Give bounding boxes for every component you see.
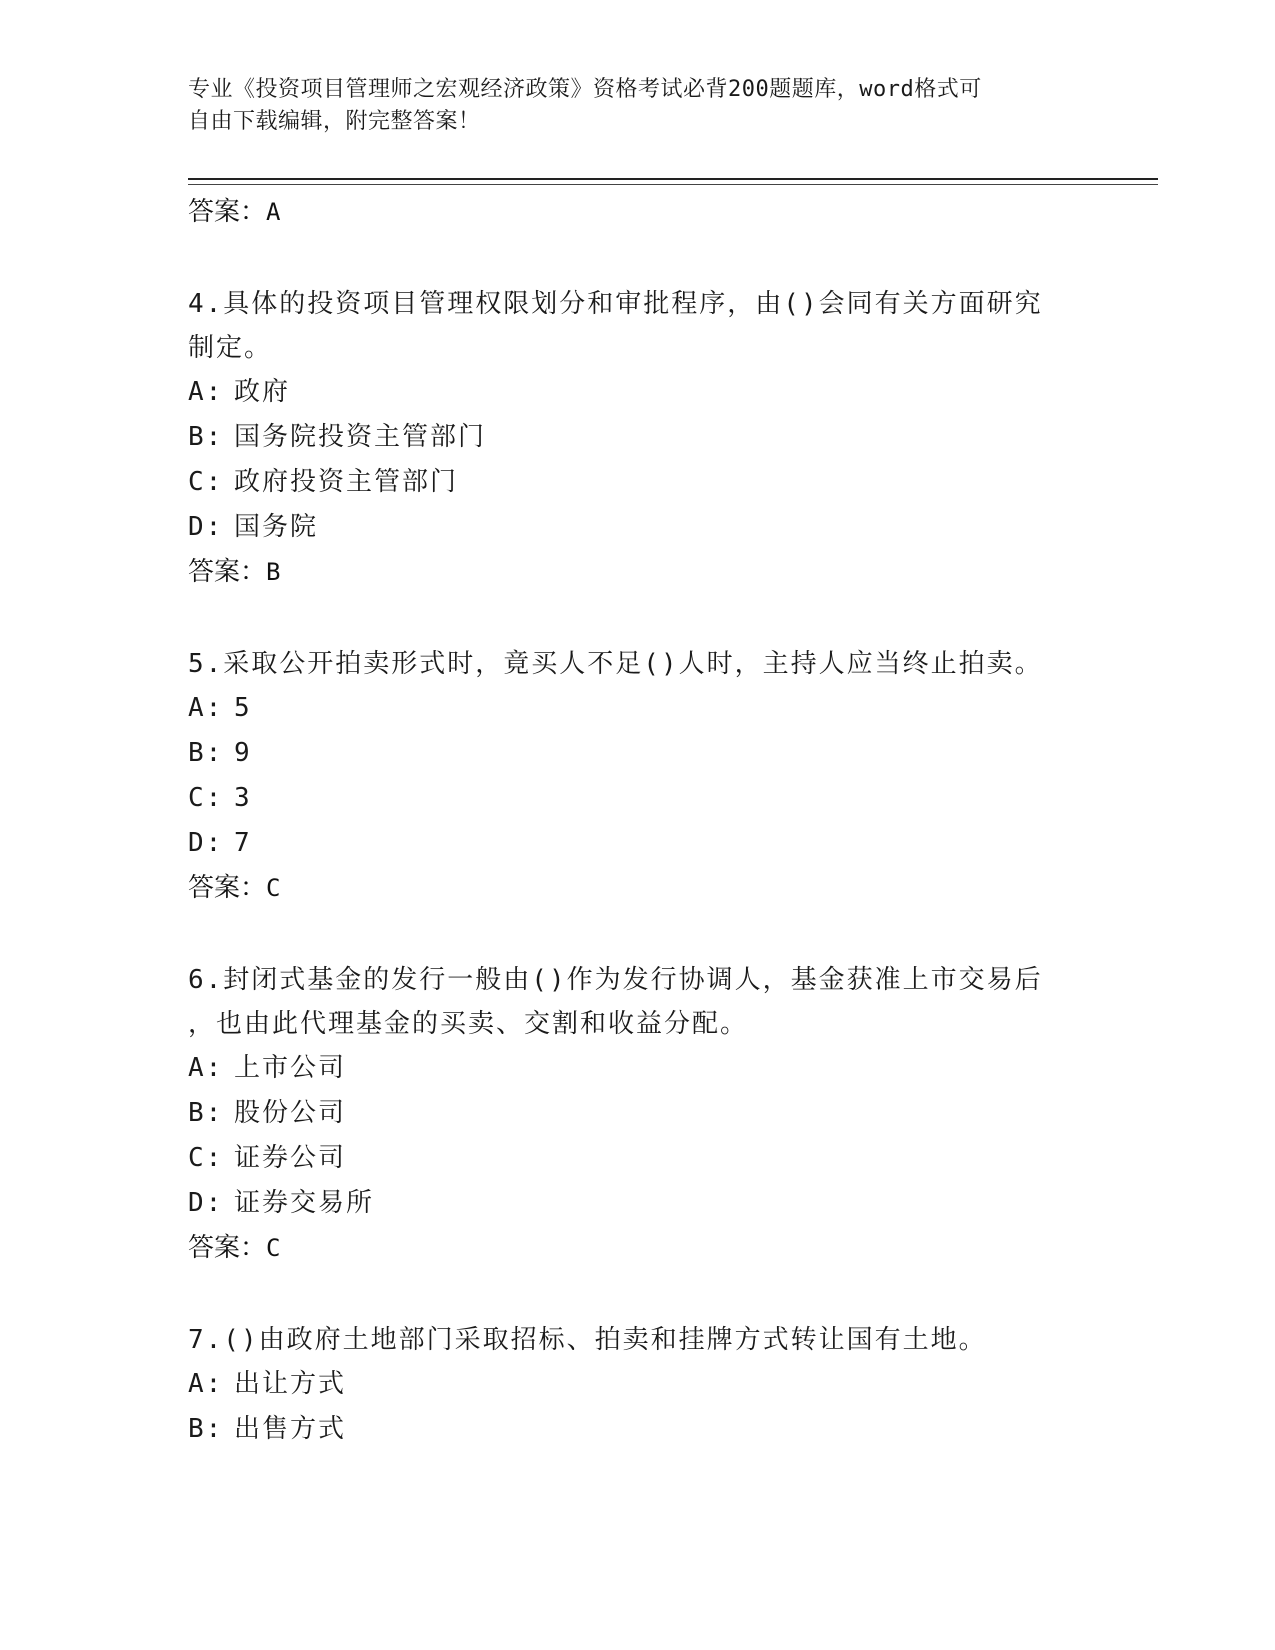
- question-text: [188, 958, 1068, 1046]
- answer-label: 答案：: [188, 873, 267, 903]
- question-gap: [188, 1270, 1088, 1318]
- option-item: [188, 1362, 1088, 1407]
- option-text: 国务院: [234, 512, 319, 542]
- option-item: [188, 1136, 1088, 1181]
- option-letter: C:: [188, 467, 224, 497]
- header-line-1: 专业《投资项目管理师之宏观经济政策》资格考试必背200题题库，word格式可: [188, 77, 982, 102]
- option-item: [188, 460, 1088, 505]
- option-letter: C:: [188, 783, 224, 813]
- answer-value: C: [266, 1234, 281, 1262]
- header-divider-thin: [188, 184, 1158, 185]
- question-line: 7.()由政府土地部门采取招标、拍卖和挂牌方式转让国有土地。: [188, 1325, 987, 1355]
- option-item: [188, 731, 1088, 776]
- answer-value: A: [266, 198, 281, 226]
- header-line-2: 自由下载编辑，附完整答案！: [188, 109, 481, 134]
- question-gap: [188, 594, 1088, 642]
- option-text: 政府投资主管部门: [234, 467, 459, 497]
- answer-value: B: [266, 558, 281, 586]
- option-item: [188, 1091, 1088, 1136]
- question-text: [188, 1318, 1068, 1362]
- option-text: 证券公司: [234, 1143, 347, 1173]
- option-letter: C:: [188, 1143, 224, 1173]
- option-item: [188, 1407, 1088, 1452]
- option-letter: D:: [188, 512, 224, 542]
- option-item: [188, 415, 1088, 460]
- answer-line: [188, 190, 1088, 234]
- question-gap: [188, 234, 1088, 282]
- option-text: 上市公司: [234, 1053, 347, 1083]
- option-letter: A:: [188, 1053, 224, 1083]
- option-letter: A:: [188, 377, 224, 407]
- answer-label: 答案：: [188, 557, 267, 587]
- option-letter: A:: [188, 693, 224, 723]
- option-item: [188, 686, 1088, 731]
- question-text: [188, 282, 1068, 370]
- answer-line: [188, 866, 1088, 910]
- option-item: [188, 370, 1088, 415]
- question-line: 4.具体的投资项目管理权限划分和审批程序，由()会同有关方面研究: [188, 289, 1043, 319]
- question-line: 6.封闭式基金的发行一般由()作为发行协调人，基金获准上市交易后: [188, 965, 1043, 995]
- option-item: [188, 1181, 1088, 1226]
- option-text: 政府: [234, 377, 291, 407]
- option-item: [188, 1046, 1088, 1091]
- question-line: 5.采取公开拍卖形式时，竟买人不足()人时，主持人应当终止拍卖。: [188, 649, 1043, 679]
- option-item: [188, 776, 1088, 821]
- option-letter: D:: [188, 1188, 224, 1218]
- answer-line: [188, 1226, 1088, 1270]
- option-item: [188, 505, 1088, 550]
- answer-value: C: [266, 874, 281, 902]
- option-letter: A:: [188, 1369, 224, 1399]
- document-header: [188, 74, 1068, 138]
- answer-label: 答案：: [188, 197, 267, 227]
- option-letter: B:: [188, 422, 224, 452]
- answer-line: [188, 550, 1088, 594]
- option-text: 5: [234, 693, 252, 723]
- question-line: ，也由此代理基金的买卖、交割和收益分配。: [188, 1009, 749, 1039]
- option-text: 出让方式: [234, 1369, 347, 1399]
- option-letter: D:: [188, 828, 224, 858]
- option-text: 证券交易所: [234, 1188, 375, 1218]
- option-text: 7: [234, 828, 252, 858]
- option-letter: B:: [188, 1098, 224, 1128]
- option-letter: B:: [188, 738, 224, 768]
- option-text: 股份公司: [234, 1098, 347, 1128]
- question-list: [188, 190, 1088, 1452]
- option-text: 3: [234, 783, 252, 813]
- question-line: 制定。: [188, 333, 273, 363]
- option-letter: B:: [188, 1414, 224, 1444]
- answer-label: 答案：: [188, 1233, 267, 1263]
- option-text: 出售方式: [234, 1414, 347, 1444]
- question-gap: [188, 910, 1088, 958]
- option-text: 国务院投资主管部门: [234, 422, 487, 452]
- option-text: 9: [234, 738, 252, 768]
- question-text: [188, 642, 1068, 686]
- header-divider: [188, 178, 1158, 180]
- option-item: [188, 821, 1088, 866]
